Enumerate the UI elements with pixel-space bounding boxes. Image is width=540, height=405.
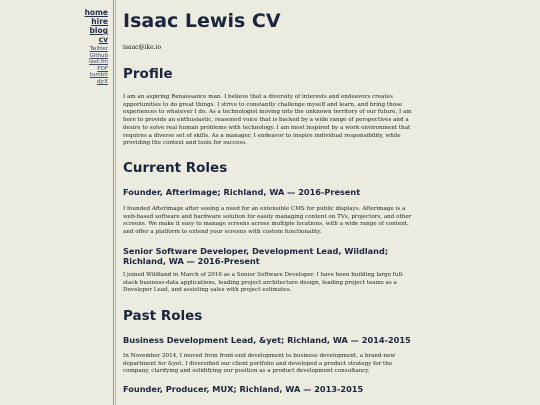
social-link-lastfm[interactable]: last.fm	[89, 59, 108, 66]
section-heading-profile: Profile	[123, 66, 173, 82]
role-title: Business Development Lead, &yet; Richland, WA — 2014-2015	[123, 335, 411, 345]
email-address: isaac@ike.io	[123, 44, 162, 51]
role-title: Senior Software Developer, Development Lead, Wildland; Richland, WA — 2016-Present	[123, 246, 389, 266]
nav-hire-link[interactable]: hire	[91, 17, 108, 26]
nav-home-link[interactable]: home	[84, 8, 108, 17]
role-title: Founder, Afterimage; Richland, WA — 2016-Present	[123, 187, 361, 197]
role-title: Founder, Producer, MUX; Richland, WA — 2013-2015	[123, 384, 364, 394]
role-description: In November 2014, I moved from front-end development to business development, a brand-new department for &yet. I diversified our client portfolio and developed a product strategy for the company, clarifying and solidifying our position as a product development consultancy.	[123, 353, 396, 375]
role-description: I founded Afterimage after seeing a need for an extensible CMS for public displays. Afterimage is a web-based software and hardware solution for easily managing content on TVs, projectors, and other screens. We make it easy to manage screens across multiple locations, with a wide range of content, and offer a platform to extend your screens with custom functionality.	[123, 206, 412, 236]
profile-text: I am an aspiring Renaissance man. I believe that a diversity of interests and endeavors creates opportunities to do great things. I strive to constantly challenge myself and learn, and bring those experiences to whatever I do. As a technologist moving into the unknown territory of our future, I am here to provide an enthusiastic, reasoned voice that is backed by a wide range of perspectives and a desire to solve real human problems with technology. I am most inspired by a work environment that requires a diverse set of skills. As a manager, I endeavor to inspire individual responsibility, while providing the context and tools for success.	[123, 94, 412, 147]
sidebar-divider-inner	[115, 0, 116, 405]
page-title: Isaac Lewis CV	[123, 10, 281, 32]
sidebar-divider	[113, 0, 114, 405]
nav-cv-link[interactable]: cv	[98, 35, 108, 44]
section-heading-past-roles: Past Roles	[123, 308, 203, 324]
nav-blog-link[interactable]: blog	[89, 26, 108, 35]
section-heading-current-roles: Current Roles	[123, 160, 228, 176]
role-description: I joined Wildland in March of 2016 as a Senior Software Developer. I have been building large full-stack business-data applications, leading project architecture design, leading project teams as a Developer Lead, and assisting sales with project estimates.	[123, 272, 404, 294]
main-nav	[85, 8, 108, 44]
sidebar	[0, 0, 108, 405]
cv-content	[123, 0, 418, 394]
social-link-tumblr[interactable]: tumblr	[89, 72, 108, 79]
social-link-pdf[interactable]: PDF	[97, 65, 108, 72]
social-link-twitter[interactable]: Twitter	[89, 46, 108, 52]
social-link-djrx[interactable]: djrX	[96, 78, 108, 85]
social-links	[89, 46, 108, 86]
social-link-github[interactable]: Github	[89, 52, 108, 59]
